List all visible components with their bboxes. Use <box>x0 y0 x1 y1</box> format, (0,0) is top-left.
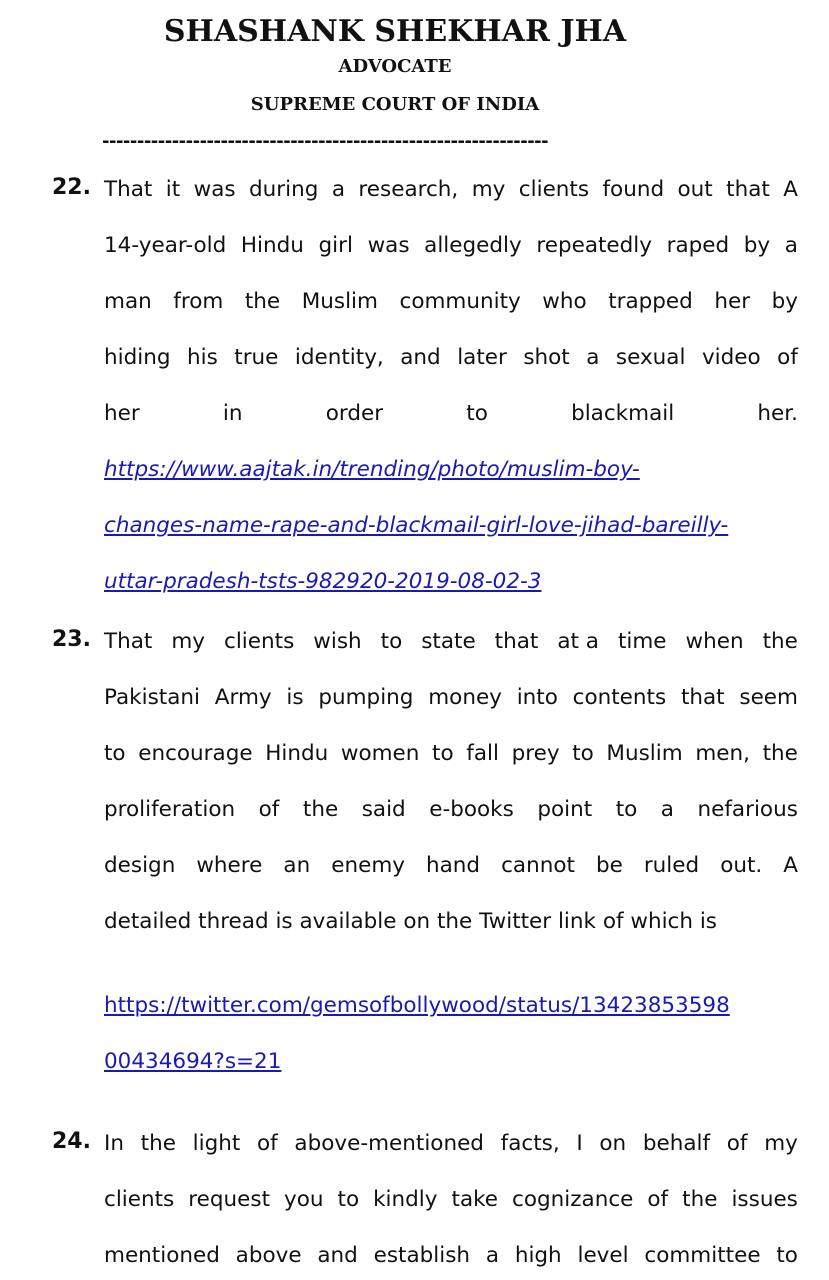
advocate-designation: ADVOCATE <box>338 56 452 77</box>
word: her <box>104 401 140 426</box>
text-line <box>104 851 798 881</box>
word: A <box>783 177 798 202</box>
word: the <box>244 289 281 314</box>
word: I <box>576 1131 583 1156</box>
word: request <box>188 1187 270 1212</box>
word: That <box>104 629 153 654</box>
word: hand <box>426 853 481 878</box>
word: repeatedly <box>536 233 652 258</box>
word: when <box>685 629 744 654</box>
word: you <box>284 1187 324 1212</box>
word: money <box>428 685 502 710</box>
word: the <box>762 741 798 766</box>
word: by <box>743 233 771 258</box>
text-line <box>104 739 798 769</box>
word: kindly <box>373 1187 438 1212</box>
word: hiding <box>104 345 171 370</box>
word: of <box>258 797 280 822</box>
word: Army <box>214 685 272 710</box>
word: at a <box>557 629 599 654</box>
word: and <box>317 1243 358 1268</box>
word: That <box>104 177 153 202</box>
paragraph-number: 22. <box>52 175 91 200</box>
aajtak-link-part-2[interactable]: changes-name-rape-and-blackmail-girl-love-jihad-bareilly- <box>104 513 729 538</box>
word: into <box>516 685 558 710</box>
word: shot <box>523 345 570 370</box>
word: a <box>784 233 798 258</box>
word: above-mentioned <box>294 1131 484 1156</box>
word: a <box>485 1243 500 1268</box>
aajtak-link-part-1[interactable]: https://www.aajtak.in/trending/photo/muslim-boy- <box>104 457 640 482</box>
word: on <box>599 1131 627 1156</box>
word: who <box>542 289 587 314</box>
word: his <box>186 345 218 370</box>
word: video <box>701 345 761 370</box>
word: Pakistani <box>104 685 201 710</box>
word: the <box>140 1131 176 1156</box>
word: that <box>680 685 725 710</box>
word: said <box>361 797 406 822</box>
word: order <box>325 401 384 426</box>
word: contents <box>572 685 667 710</box>
word: to <box>615 797 638 822</box>
word: of <box>777 345 798 370</box>
word: establish <box>373 1243 471 1268</box>
word: clients <box>104 1187 175 1212</box>
word: the <box>762 629 798 654</box>
word: the <box>682 1187 718 1212</box>
word: was <box>193 177 236 202</box>
word: during <box>249 177 319 202</box>
word: later <box>457 345 507 370</box>
word: to <box>572 741 594 766</box>
word: out. <box>720 853 763 878</box>
paragraph-number: 23. <box>52 627 91 652</box>
word: design <box>104 853 176 878</box>
word: women <box>340 741 420 766</box>
word: it <box>165 177 181 202</box>
text-line <box>104 1241 798 1271</box>
word: time <box>617 629 667 654</box>
word: Muslim <box>606 741 683 766</box>
word: issues <box>731 1187 798 1212</box>
word: of <box>256 1131 278 1156</box>
word: identity, <box>294 345 384 370</box>
aajtak-link-part-3[interactable]: uttar-pradesh-tsts-982920-2019-08-02-3 <box>104 569 542 594</box>
court-name: SUPREME COURT OF INDIA <box>250 94 540 115</box>
word: above <box>235 1243 302 1268</box>
word: of <box>726 1131 748 1156</box>
header-divider: ---------------------------------------------------------------- <box>102 132 549 152</box>
word: her. <box>757 401 798 426</box>
word: her <box>714 289 751 314</box>
word: the <box>302 797 339 822</box>
word: to <box>776 1243 798 1268</box>
word: that <box>726 177 770 202</box>
word: seem <box>739 685 798 710</box>
word: from <box>173 289 224 314</box>
word: facts, <box>500 1131 560 1156</box>
word: man <box>104 289 152 314</box>
word: high <box>514 1243 562 1268</box>
word: blackmail <box>571 401 675 426</box>
word: allegedly <box>424 233 522 258</box>
word: that <box>494 629 539 654</box>
word: a <box>331 177 345 202</box>
word: to <box>432 741 454 766</box>
word: behalf <box>642 1131 711 1156</box>
word: Hindu <box>240 233 304 258</box>
word: In <box>104 1131 124 1156</box>
word: proliferation <box>104 797 236 822</box>
word: light <box>192 1131 241 1156</box>
word: clients <box>224 629 295 654</box>
word: research, <box>358 177 459 202</box>
text-line <box>104 175 798 205</box>
word: men, <box>695 741 750 766</box>
word: 14-year-old <box>104 233 227 258</box>
word: to <box>466 401 488 426</box>
word: sexual <box>615 345 686 370</box>
word: cognizance <box>512 1187 634 1212</box>
word: to <box>337 1187 360 1212</box>
word: my <box>764 1131 798 1156</box>
word: a <box>660 797 674 822</box>
text-line <box>104 399 798 429</box>
twitter-link-part-1[interactable]: https://twitter.com/gemsofbollywood/status/13423853598 <box>104 993 730 1018</box>
word: in <box>222 401 243 426</box>
word: be <box>595 853 623 878</box>
word: level <box>577 1243 629 1268</box>
word: ruled <box>643 853 700 878</box>
text-line <box>104 343 798 373</box>
text-line <box>104 1185 798 1215</box>
text-line <box>104 683 798 713</box>
word: true <box>234 345 279 370</box>
word: where <box>196 853 263 878</box>
word: Hindu <box>265 741 329 766</box>
paragraph-number: 24. <box>52 1129 91 1154</box>
word: and <box>400 345 441 370</box>
word: community <box>399 289 521 314</box>
text-line-last: detailed thread is available on the Twitter link of which is <box>104 909 718 934</box>
advocate-name: SHASHANK SHEKHAR JHA <box>163 14 627 49</box>
text-line <box>104 231 798 261</box>
word: nefarious <box>697 797 798 822</box>
word: e-books <box>429 797 514 822</box>
word: an <box>283 853 311 878</box>
word: mentioned <box>104 1243 220 1268</box>
word: raped <box>666 233 730 258</box>
text-line <box>104 287 798 317</box>
word: prey <box>511 741 560 766</box>
word: my <box>171 629 206 654</box>
text-line <box>104 795 798 825</box>
word: pumping <box>318 685 414 710</box>
word: fall <box>466 741 499 766</box>
word: cannot <box>501 853 575 878</box>
twitter-link-part-2[interactable]: 00434694?s=21 <box>104 1049 282 1074</box>
word: take <box>451 1187 499 1212</box>
text-line <box>104 627 798 657</box>
word: A <box>783 853 798 878</box>
word: to <box>104 741 126 766</box>
word: girl <box>318 233 353 258</box>
word: committee <box>644 1243 761 1268</box>
word: state <box>421 629 476 654</box>
word: trapped <box>608 289 693 314</box>
word: my <box>471 177 506 202</box>
word: enemy <box>331 853 405 878</box>
word: to <box>380 629 403 654</box>
word: encourage <box>138 741 253 766</box>
word: clients <box>518 177 590 202</box>
word: out <box>677 177 713 202</box>
word: of <box>647 1187 669 1212</box>
word: is <box>286 685 304 710</box>
text-line <box>104 1129 798 1159</box>
word: wish <box>313 629 362 654</box>
word: Muslim <box>301 289 378 314</box>
word: a <box>586 345 600 370</box>
word: was <box>367 233 410 258</box>
word: point <box>537 797 593 822</box>
word: by <box>771 289 798 314</box>
word: found <box>602 177 665 202</box>
